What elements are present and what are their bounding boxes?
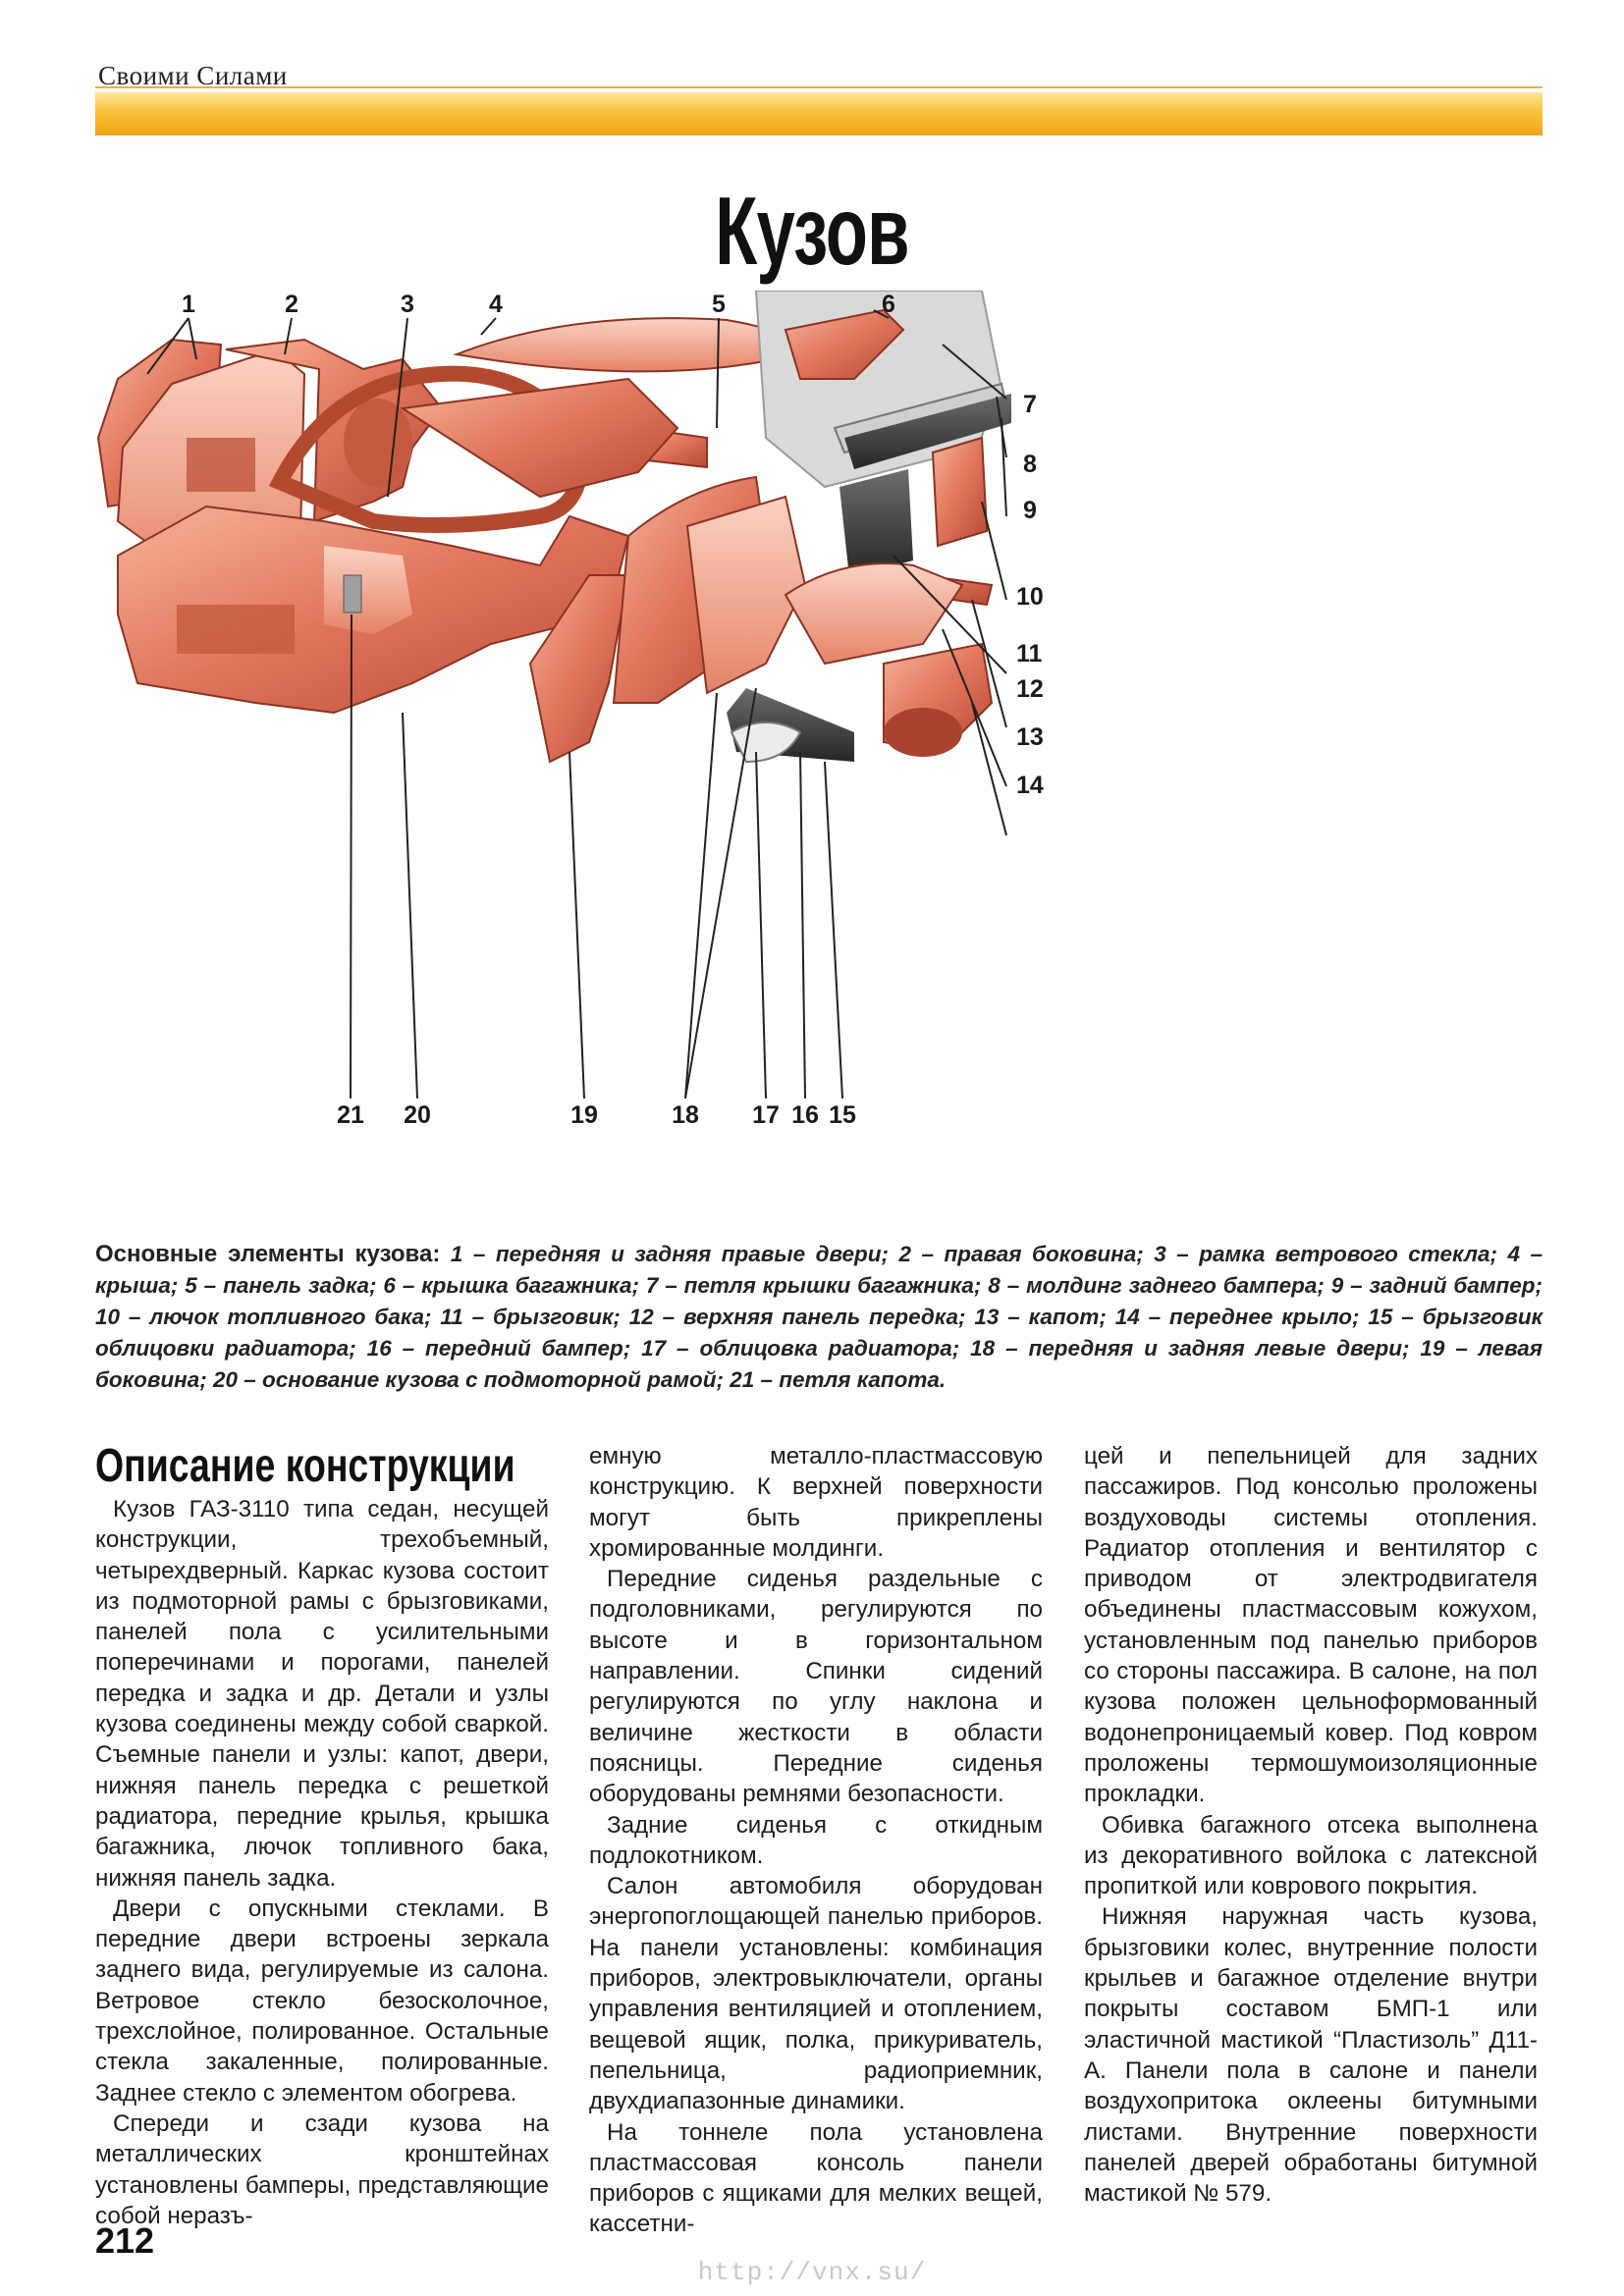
- left-doors-part: [614, 477, 805, 703]
- callout-4: 4: [489, 291, 503, 318]
- front-fender-part: [884, 644, 992, 757]
- diagram-caption: [95, 1239, 1543, 1396]
- page-number: 212: [95, 2220, 155, 2261]
- paragraph: На тоннеле пола установлена пластмассовая консоль панели приборов с ящиками для мелких вещей, кассетни-: [589, 2118, 1043, 2238]
- callout-20: 20: [404, 1101, 431, 1129]
- callout-16: 16: [791, 1101, 819, 1129]
- paragraph: Двери с опускными стеклами. В передние двери встроены зеркала заднего вида, регулируемые из салона. Ветровое стекло безосколочное, трехслойное, полированное. Остальные стекла закаленные, полированные. Заднее стекло с элементом обогрева.: [95, 1895, 549, 2107]
- callout-12: 12: [1016, 675, 1044, 703]
- text-column-3: [1084, 1441, 1538, 2209]
- paragraph: Спереди и сзади кузова на металлических кронштейнах установлены бамперы, представляющие собой неразъ-: [95, 2109, 549, 2229]
- footer-watermark-url: http://vnx.su/: [697, 2258, 927, 2287]
- callout-17: 17: [752, 1101, 780, 1129]
- callout-11: 11: [1016, 640, 1043, 667]
- callout-15: 15: [829, 1101, 856, 1129]
- paragraph: Задние сиденья с откидным подлокотником.: [589, 1811, 1043, 1869]
- paragraph: цей и пепельницей для задних пассажиров. Под консолью проложены воздуховоды системы отопления. Радиатор отопления и вентилятор с приводом от электродвигателя объединены пластмассовым кожухом, установленным под панелью приборов со стороны пассажира. В салоне, на пол кузова положен цельноформованный водонепроницаемый ковер. Под ковром проложены термошумоизоляционные прокладки.: [1084, 1443, 1538, 1808]
- splash-guard-part: [839, 469, 913, 577]
- paragraph: емную металло-пластмассовую конструкцию. К верхней поверхности могут быть прикреплены хромированные молдинги.: [589, 1443, 1043, 1562]
- paragraph: Обивка багажного отсека выполнена из декоративного войлока с латексной пропиткой или коврового покрытия.: [1084, 1811, 1538, 1900]
- callout-14: 14: [1016, 772, 1044, 799]
- paragraph: Нижняя наружная часть кузова, брызговики колес, внутренние полости крыльев и багажное отделение внутри покрыты составом БМП-1 или эластичной мастикой “Пластизоль” Д11-А. Панели пола в салоне и панели воздухопритока оклеены битумными листами. Внутренние поверхности панелей дверей обработаны битумной мастикой № 579.: [1084, 1903, 1538, 2208]
- caption-lead: Основные элементы кузова:: [95, 1241, 441, 1267]
- callout-9: 9: [1023, 497, 1037, 524]
- callout-19: 19: [570, 1101, 598, 1129]
- text-column-1: [95, 1494, 549, 2231]
- header-color-bar: [95, 92, 1543, 135]
- callout-1: 1: [182, 291, 195, 318]
- callout-2: 2: [285, 291, 298, 318]
- callout-8: 8: [1023, 451, 1037, 478]
- hood-hinge-part: [344, 575, 361, 613]
- callout-3: 3: [401, 291, 414, 318]
- paragraph: Салон автомобиля оборудован энергопоглощающей панелью приборов. На панели установлены: комбинация приборов, электровыключатели, органы управления вентиляцией и отоплением, вещевой ящик, полка, прикуриватель, пепельница, радиоприемник, двухдиапазонные динамики.: [589, 1873, 1043, 2115]
- text-column-2: [589, 1441, 1043, 2240]
- body-parts-exploded-diagram: [79, 291, 1571, 1233]
- callout-6: 6: [882, 291, 895, 318]
- callout-13: 13: [1016, 723, 1044, 751]
- hood-part: [785, 563, 962, 664]
- section-title: Описание конструкции: [95, 1440, 515, 1492]
- callout-21: 21: [337, 1101, 364, 1129]
- fuel-door-part: [933, 438, 987, 546]
- paragraph: Передние сиденья раздельные с подголовниками, регулируются по высоте и в горизонтальном направлении. Спинки сидений регулируются по углу наклона и величине жесткости в области поясницы. Передние сиденья оборудованы ремнями безопасности.: [589, 1566, 1043, 1808]
- callout-5: 5: [712, 291, 726, 318]
- callout-7: 7: [1023, 391, 1037, 418]
- caption-text: 1 – передняя и задняя правые двери; 2 – правая боковина; 3 – рамка ветрового стекла; 4 – крыша; 5 – панель задка; 6 – крышка багажника; 7 – петля крышки багажника; 8 – молдинг заднего бампера; 9 – задний бампер; 10 – лючок топливного бака; 11 – брызговик; 12 – верхняя панель передка; 13 – капот; 14 – переднее крыло; 15 – брызговик облицовки радиатора; 16 – передний бампер; 17 – облицовка радиатора; 18 – передняя и задняя левые двери; 19 – левая боковина; 20 – основание кузова с подмоторной рамой; 21 – петля капота.: [95, 1242, 1543, 1392]
- paragraph: Кузов ГАЗ-3110 типа седан, несущей конструкции, трехобъемный, четырехдверный. Каркас кузова состоит из подмоторной рамы с брызговиками, панелей пола с усилительными поперечинами и порогами, панелей передка и задка и др. Детали и узлы кузова соединены между собой сваркой. Съемные панели и узлы: капот, двери, нижняя панель передка с решеткой радиатора, передние крылья, крышка багажника, лючок топливного бака, нижняя панель задка.: [95, 1496, 549, 1892]
- page-title: Кузов: [715, 177, 909, 285]
- header-rule: [95, 86, 1543, 88]
- callout-18: 18: [672, 1101, 699, 1129]
- callout-10: 10: [1016, 583, 1044, 611]
- series-brand: Своими Силами: [98, 61, 288, 90]
